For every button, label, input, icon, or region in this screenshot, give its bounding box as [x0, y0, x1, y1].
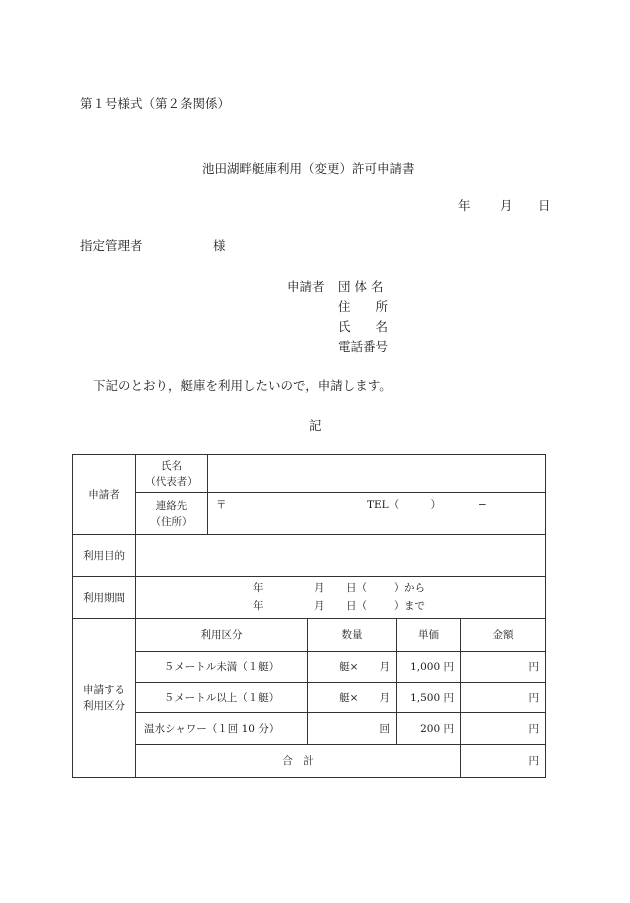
period-to-close: ）	[394, 600, 405, 612]
col-unit-price-header: 単価	[397, 619, 461, 652]
period-to-year: 年	[253, 600, 264, 612]
tel-label: TEL（ ）	[367, 499, 442, 511]
row-over5m-quantity[interactable]: 艇× 月	[308, 683, 397, 713]
row-under5m-quantity[interactable]: 艇× 月	[308, 652, 397, 683]
ki-label: 記	[309, 418, 322, 433]
period-from-text: から	[404, 582, 425, 594]
date-day-label: 日	[538, 198, 551, 213]
total-label-cell: 合 計	[136, 745, 461, 778]
period-from-year: 年	[253, 582, 264, 594]
addressee-honorific: 様	[213, 238, 226, 253]
period-from-close: ）	[394, 582, 405, 594]
row-shower-unit-price: 200 円	[397, 713, 461, 745]
period-to-month: 月	[314, 600, 325, 612]
applicant-header-cell: 申請者	[73, 455, 136, 535]
postal-mark: 〒	[216, 499, 227, 511]
page-title: 池田湖畔艇庫利用（変更）許可申請書	[202, 161, 415, 176]
date-month-label: 月	[500, 198, 513, 213]
row-under5m-category: ５メートル未満（１艇）	[136, 652, 308, 683]
row-shower-quantity[interactable]: 回	[308, 713, 397, 745]
name-input-cell[interactable]	[208, 455, 546, 493]
applicant-name-label: 氏 名	[338, 319, 389, 334]
row-over5m-unit-price: 1,500 円	[397, 683, 461, 713]
period-to-day: 日（	[346, 600, 367, 612]
date-year-label: 年	[458, 198, 471, 213]
contact-input-cell[interactable]	[208, 493, 546, 535]
application-table	[72, 454, 546, 778]
total-amount-cell[interactable]: 円	[461, 745, 546, 778]
row-shower-amount[interactable]: 円	[461, 713, 546, 745]
col-quantity-header: 数量	[308, 619, 397, 652]
tel-dash: −	[478, 499, 487, 511]
row-over5m-amount[interactable]: 円	[461, 683, 546, 713]
applicant-label: 申請者	[287, 279, 325, 294]
col-amount-header: 金額	[461, 619, 546, 652]
row-under5m-amount[interactable]: 円	[461, 652, 546, 683]
contact-label-cell: 連絡先 （住所）	[136, 493, 208, 535]
row-over5m-category: ５メートル以上（１艇）	[136, 683, 308, 713]
name-label-cell: 氏名 （代表者）	[136, 455, 208, 493]
row-under5m-unit-price: 1,000 円	[397, 652, 461, 683]
applicant-address-label: 住 所	[338, 299, 389, 314]
period-to-text: まで	[404, 600, 425, 612]
period-input-cell[interactable]	[136, 577, 546, 619]
col-category-header: 利用区分	[136, 619, 308, 652]
purpose-input-cell[interactable]	[136, 535, 546, 577]
applicant-group-name-label: 団 体 名	[338, 279, 384, 294]
body-text: 下記のとおり，艇庫を利用したいので，申請します。	[93, 378, 392, 393]
period-from-day: 日（	[346, 582, 367, 594]
applicant-phone-label: 電話番号	[338, 339, 389, 354]
purpose-label-cell: 利用目的	[73, 535, 136, 577]
addressee-label: 指定管理者	[80, 238, 143, 253]
period-label-cell: 利用期間	[73, 577, 136, 619]
form-number: 第１号様式（第２条関係）	[80, 96, 231, 111]
category-header-cell: 申請する 利用区分	[73, 619, 136, 778]
row-shower-category: 温水シャワー（１回 10 分）	[136, 713, 308, 745]
period-from-month: 月	[314, 582, 325, 594]
